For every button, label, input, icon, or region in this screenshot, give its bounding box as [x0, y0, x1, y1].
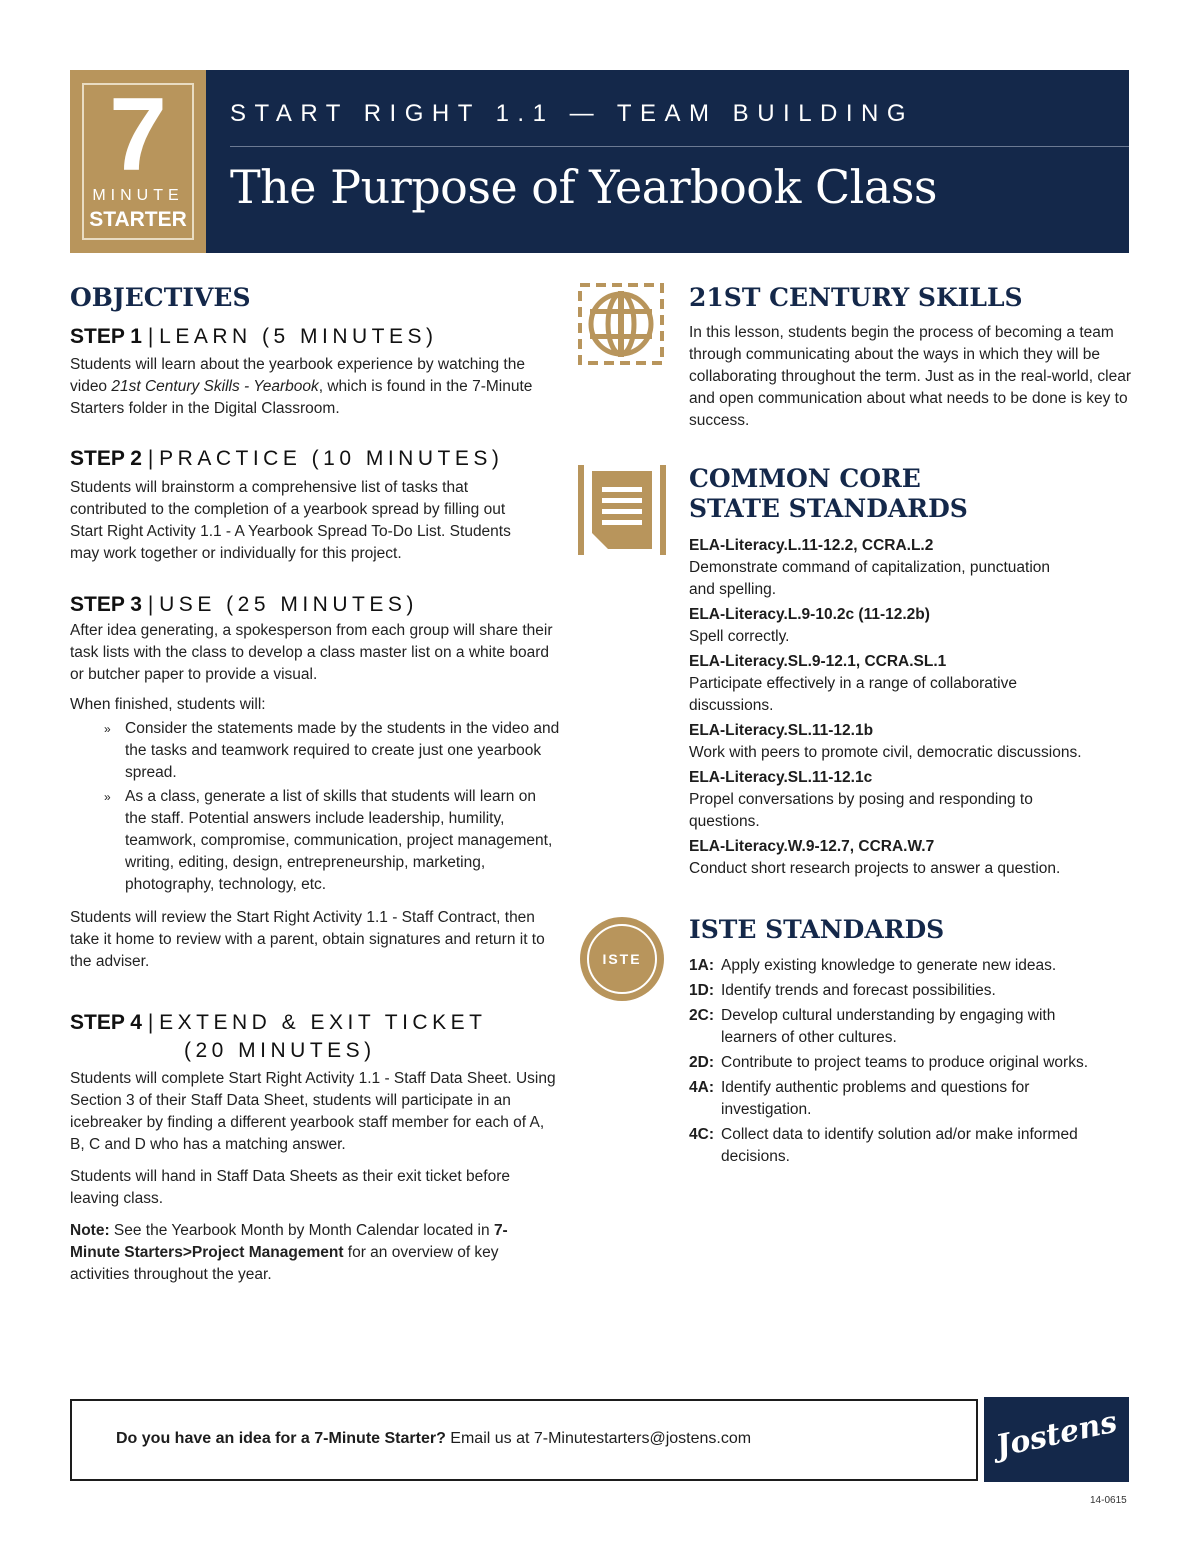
skills-text: In this lesson, students begin the process of becoming a team through communicating about the ways in which they will be collaborating throughout the term. Just as in the real-world, clear and open communication about what needs to be done is key to success.	[689, 324, 1131, 429]
iste-code: 1D:	[689, 982, 714, 999]
lesson-kicker: START RIGHT 1.1 — TEAM BUILDING	[230, 100, 915, 127]
step1-title: LEARN (5 MINUTES)	[159, 325, 438, 348]
iste-code: 2C:	[689, 1007, 714, 1024]
iste-text: Identify trends and forecast possibilities.	[721, 982, 996, 999]
step3-when: When finished, students will:	[70, 696, 266, 713]
bullet-text: Consider the statements made by the students in the video and the tasks and teamwork required to create just one yearbook spread.	[125, 720, 560, 781]
logo-minute-text: MINUTE	[92, 187, 184, 204]
step3-label: STEP 3	[70, 593, 142, 616]
step4-title: EXTEND & EXIT TICKET	[159, 1011, 487, 1034]
step1-text-part: , which is found in the 7-Minute Starters folder in the Digital Classroom.	[70, 378, 533, 417]
step2-title: PRACTICE (10 MINUTES)	[159, 447, 504, 470]
iste-text: Collect data to identify solution ad/or make informed decisions.	[721, 1126, 1078, 1165]
footer-email[interactable]: Email us at 7-Minutestarters@jostens.com	[445, 1430, 752, 1447]
standard-text: Work with peers to promote civil, democratic discussions.	[689, 744, 1082, 761]
step3-title: USE (25 MINUTES)	[159, 593, 418, 616]
list-item	[689, 604, 1134, 648]
step4-text: Students will complete Start Right Activity 1.1 - Staff Data Sheet. Using Section 3 of their Staff Data Sheet, students will participate in an icebreaker by finding a different yearbook staff member for each of A, B, C and D who has a matching answer.	[70, 1070, 556, 1153]
standard-text: Spell correctly.	[689, 628, 790, 645]
step1-separator: |	[147, 325, 154, 348]
step2-label: STEP 2	[70, 447, 142, 470]
list-item	[689, 955, 1109, 977]
list-item	[70, 718, 560, 784]
logo-starter-text: STARTER	[89, 208, 187, 231]
note-path: 7-Minute Starters>Project Management	[70, 1222, 508, 1261]
list-item	[689, 535, 1134, 601]
iste-text: Develop cultural understanding by engaging with learners of other cultures.	[721, 1007, 1056, 1046]
standard-code: ELA-Literacy.SL.9-12.1, CCRA.SL.1	[689, 653, 947, 670]
skills-heading: 21ST CENTURY SKILLS	[689, 283, 1023, 312]
footer-callout-text	[116, 1430, 751, 1448]
step1-text	[70, 354, 550, 420]
bullet-mark: »	[104, 790, 111, 804]
standard-code: ELA-Literacy.SL.11-12.1c	[689, 769, 873, 786]
list-item	[689, 1005, 1109, 1049]
iste-badge-label: ISTE	[602, 951, 642, 967]
header-divider	[230, 146, 1129, 147]
iste-code: 4A:	[689, 1079, 714, 1096]
page-title: The Purpose of Yearbook Class	[230, 160, 938, 214]
list-item	[689, 1077, 1109, 1121]
iste-code: 2D:	[689, 1054, 714, 1071]
jostens-wordmark: Jostens	[992, 1404, 1121, 1465]
common-core-heading-line2: STATE STANDARDS	[689, 494, 968, 523]
note-text: for an overview of key activities throughout the year.	[70, 1244, 499, 1283]
footer-question: Do you have an idea for a 7-Minute Starter?	[116, 1430, 446, 1447]
step3-heading	[70, 593, 418, 617]
step3-text: After idea generating, a spokesperson from each group will share their task lists with the class to develop a class master list on a white board or butcher paper to provide a visual.	[70, 622, 553, 683]
note-text: See the Yearbook Month by Month Calendar located in	[109, 1222, 494, 1239]
step2-text: Students will brainstorm a comprehensive list of tasks that contributed to the completion of a yearbook spread by filling out Start Right Activity 1.1 - A Yearbook Spread To-Do List. Students may work together or individually for this project.	[70, 479, 511, 562]
list-item	[689, 1124, 1109, 1168]
step2-separator: |	[147, 447, 154, 470]
list-item	[689, 836, 1134, 880]
step1-video-title: 21st Century Skills - Yearbook	[111, 378, 319, 395]
step3-review: Students will review the Start Right Activity 1.1 - Staff Contract, then take it home to review with a parent, obtain signatures and return it to the adviser.	[70, 909, 545, 970]
step3-bullet-list	[70, 718, 560, 896]
iste-text: Apply existing knowledge to generate new ideas.	[721, 957, 1057, 974]
list-item	[70, 786, 560, 896]
document-code: 14-0615	[1090, 1495, 1127, 1506]
iste-code: 1A:	[689, 957, 714, 974]
list-item	[689, 720, 1134, 764]
iste-code: 4C:	[689, 1126, 714, 1143]
document-icon	[578, 465, 666, 555]
step4-exit-text: Students will hand in Staff Data Sheets as their exit ticket before leaving class.	[70, 1168, 510, 1207]
standard-code: ELA-Literacy.SL.11-12.1b	[689, 722, 874, 739]
standard-text: Demonstrate command of capitalization, punctuation and spelling.	[689, 559, 1051, 598]
bullet-mark: »	[104, 722, 111, 736]
globe-icon	[578, 283, 664, 365]
iste-list	[689, 955, 1109, 1171]
common-core-list	[689, 535, 1134, 883]
step4-separator: |	[147, 1011, 154, 1034]
standard-code: ELA-Literacy.L.9-10.2c (11-12.2b)	[689, 606, 930, 623]
standard-code: ELA-Literacy.L.11-12.2, CCRA.L.2	[689, 537, 934, 554]
standard-text: Conduct short research projects to answer a question.	[689, 860, 1061, 877]
iste-text: Identify authentic problems and questions for investigation.	[721, 1079, 1030, 1118]
step4-duration-text: (20 MINUTES)	[184, 1039, 376, 1062]
step4-label: STEP 4	[70, 1011, 142, 1034]
common-core-heading-line1: COMMON CORE	[689, 464, 921, 493]
bullet-text: As a class, generate a list of skills that students will learn on the staff. Potential answers include leadership, humility, teamwork, compromise, communication, project management, writing, editing, design, entrepreneurship, marketing, photography, technology, etc.	[125, 788, 553, 893]
step1-label: STEP 1	[70, 325, 142, 348]
step2-heading	[70, 447, 503, 471]
iste-heading: ISTE STANDARDS	[689, 915, 945, 944]
note-label: Note:	[70, 1222, 110, 1239]
step1-text-part: Students will learn about the yearbook experience by watching the video	[70, 356, 525, 395]
logo-number: 7	[109, 77, 167, 193]
step4-heading	[70, 1011, 486, 1035]
list-item	[689, 651, 1134, 717]
step3-body	[70, 620, 560, 973]
list-item	[689, 1052, 1109, 1074]
standard-code: ELA-Literacy.W.9-12.7, CCRA.W.7	[689, 838, 935, 855]
step1-heading	[70, 325, 438, 349]
step4-duration	[184, 1039, 376, 1063]
list-item	[689, 980, 1109, 1002]
standard-text: Propel conversations by posing and responding to questions.	[689, 791, 1033, 830]
step3-separator: |	[147, 593, 154, 616]
iste-text: Contribute to project teams to produce original works.	[721, 1054, 1089, 1071]
step4-body	[70, 1068, 560, 1286]
standard-text: Participate effectively in a range of collaborative discussions.	[689, 675, 1017, 714]
step4-note	[70, 1220, 545, 1286]
list-item	[689, 767, 1134, 833]
objectives-heading: OBJECTIVES	[70, 283, 251, 312]
